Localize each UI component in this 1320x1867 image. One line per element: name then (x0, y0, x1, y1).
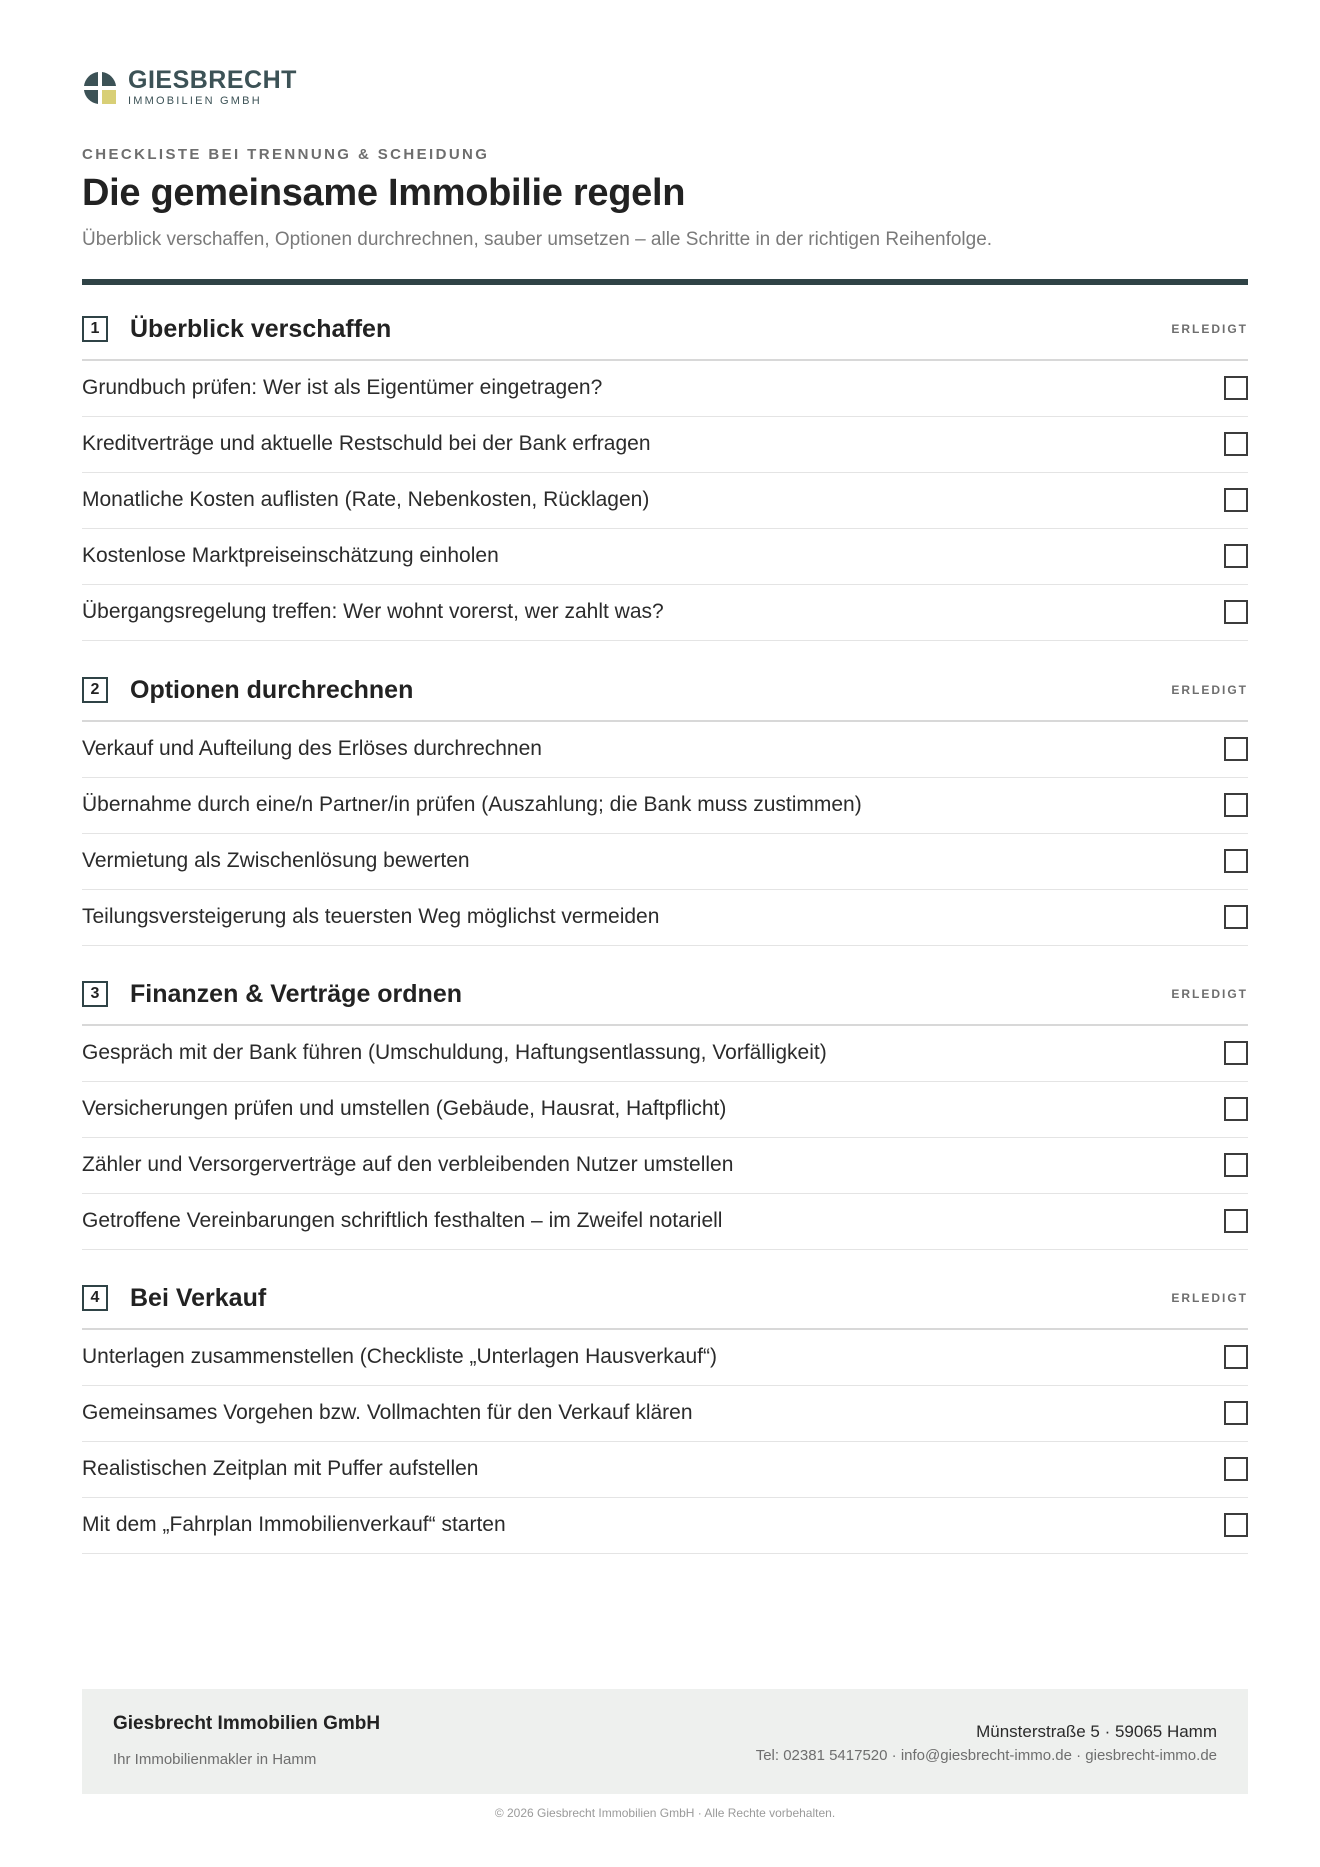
checklist-item-label: Gespräch mit der Bank führen (Umschuldung, Haftungsentlassung, Vorfälligkeit) (82, 1041, 827, 1064)
checkbox[interactable] (1224, 793, 1248, 817)
section-header (82, 303, 1248, 361)
done-column-label: ERLEDIGT (1171, 683, 1248, 697)
checklist-item (82, 890, 1248, 946)
checkbox[interactable] (1224, 432, 1248, 456)
checkbox[interactable] (1224, 849, 1248, 873)
checklist-item (82, 529, 1248, 585)
checkbox[interactable] (1224, 1401, 1248, 1425)
checklist-item (82, 722, 1248, 778)
checklist-item-label: Übernahme durch eine/n Partner/in prüfen (Auszahlung; die Bank muss zustimmen) (82, 793, 862, 816)
checklist-item-label: Kreditverträge und aktuelle Restschuld bei der Bank erfragen (82, 432, 651, 455)
section-title: Finanzen & Verträge ordnen (130, 980, 463, 1008)
checklist-item (82, 585, 1248, 641)
title-divider (82, 279, 1248, 285)
checkbox[interactable] (1224, 1041, 1248, 1065)
section-overview (82, 303, 1248, 641)
checklist-item-label: Gemeinsames Vorgehen bzw. Vollmachten für den Verkauf klären (82, 1401, 693, 1424)
checkbox[interactable] (1224, 737, 1248, 761)
checklist-item-label: Grundbuch prüfen: Wer ist als Eigentümer eingetragen? (82, 376, 603, 399)
checklist-item (82, 417, 1248, 473)
checklist-item-label: Verkauf und Aufteilung des Erlöses durchrechnen (82, 737, 542, 760)
section-number: 4 (82, 1285, 108, 1311)
brand-name: GIESBRECHT (128, 66, 297, 94)
checklist-item-label: Zähler und Versorgerverträge auf den verbleibenden Nutzer umstellen (82, 1153, 734, 1176)
checklist-item (82, 778, 1248, 834)
footer-address: Münsterstraße 5 · 59065 Hamm (976, 1722, 1217, 1741)
checklist-item-label: Teilungsversteigerung als teuersten Weg möglichst vermeiden (82, 905, 660, 928)
checkbox[interactable] (1224, 600, 1248, 624)
checklist-item (82, 834, 1248, 890)
checkbox[interactable] (1224, 1153, 1248, 1177)
checklist-item (82, 1026, 1248, 1082)
footer-box (82, 1689, 1248, 1794)
checkbox[interactable] (1224, 1457, 1248, 1481)
checkbox[interactable] (1224, 544, 1248, 568)
checklist-item-label: Mit dem „Fahrplan Immobilienverkauf“ starten (82, 1513, 506, 1536)
checklist-item (82, 1138, 1248, 1194)
checklist-item-label: Vermietung als Zwischenlösung bewerten (82, 849, 470, 872)
checklist-item-label: Getroffene Vereinbarungen schriftlich festhalten – im Zweifel notariell (82, 1209, 723, 1232)
checklist-item (82, 1386, 1248, 1442)
copyright-notice: © 2026 Giesbrecht Immobilien GmbH · Alle Rechte vorbehalten. (494, 1806, 836, 1820)
section-header (82, 968, 1248, 1026)
checkbox[interactable] (1224, 905, 1248, 929)
section-finances (82, 968, 1248, 1250)
done-column-label: ERLEDIGT (1171, 322, 1248, 336)
checklist-item (82, 1442, 1248, 1498)
checklist-item-label: Unterlagen zusammenstellen (Checkliste „Unterlagen Hausverkauf“) (82, 1345, 717, 1368)
checklist-item-label: Kostenlose Marktpreiseinschätzung einholen (82, 544, 499, 567)
section-title: Überblick verschaffen (130, 315, 392, 343)
section-header (82, 664, 1248, 722)
checkbox[interactable] (1224, 1097, 1248, 1121)
done-column-label: ERLEDIGT (1171, 1291, 1248, 1305)
checklist-item-label: Übergangsregelung treffen: Wer wohnt vorerst, wer zahlt was? (82, 600, 664, 623)
brand-sub: IMMOBILIEN GMBH (128, 95, 262, 107)
footer-contact: Tel: 02381 5417520 · info@giesbrecht-immo.de · giesbrecht-immo.de (755, 1747, 1217, 1764)
document-eyebrow: CHECKLISTE BEI TRENNUNG & SCHEIDUNG (82, 146, 490, 163)
section-title: Bei Verkauf (130, 1284, 267, 1312)
logo-mark-icon (82, 70, 118, 106)
section-header (82, 1272, 1248, 1330)
section-number: 2 (82, 677, 108, 703)
section-options (82, 664, 1248, 946)
brand-logo (82, 68, 297, 107)
done-column-label: ERLEDIGT (1171, 987, 1248, 1001)
section-number: 1 (82, 316, 108, 342)
footer-company: Giesbrecht Immobilien GmbH (113, 1713, 381, 1734)
checkbox[interactable] (1224, 376, 1248, 400)
section-number: 3 (82, 981, 108, 1007)
checkbox[interactable] (1224, 488, 1248, 512)
section-sale (82, 1272, 1248, 1554)
page-subtitle: Überblick verschaffen, Optionen durchrechnen, sauber umsetzen – alle Schritte in der richtigen Reihenfolge. (82, 229, 993, 250)
checklist-item-label: Versicherungen prüfen und umstellen (Gebäude, Hausrat, Haftpflicht) (82, 1097, 727, 1120)
checklist-item-label: Realistischen Zeitplan mit Puffer aufstellen (82, 1457, 479, 1480)
footer-tagline: Ihr Immobilienmakler in Hamm (113, 1751, 317, 1768)
checklist-item (82, 1194, 1248, 1250)
checkbox[interactable] (1224, 1209, 1248, 1233)
checklist-item (82, 1082, 1248, 1138)
page-title: Die gemeinsame Immobilie regeln (82, 172, 686, 214)
checklist-item (82, 473, 1248, 529)
checkbox[interactable] (1224, 1513, 1248, 1537)
checklist-item (82, 1330, 1248, 1386)
checkbox[interactable] (1224, 1345, 1248, 1369)
checklist-item (82, 361, 1248, 417)
checklist-item-label: Monatliche Kosten auflisten (Rate, Nebenkosten, Rücklagen) (82, 488, 650, 511)
checklist-item (82, 1498, 1248, 1554)
section-title: Optionen durchrechnen (130, 676, 414, 704)
